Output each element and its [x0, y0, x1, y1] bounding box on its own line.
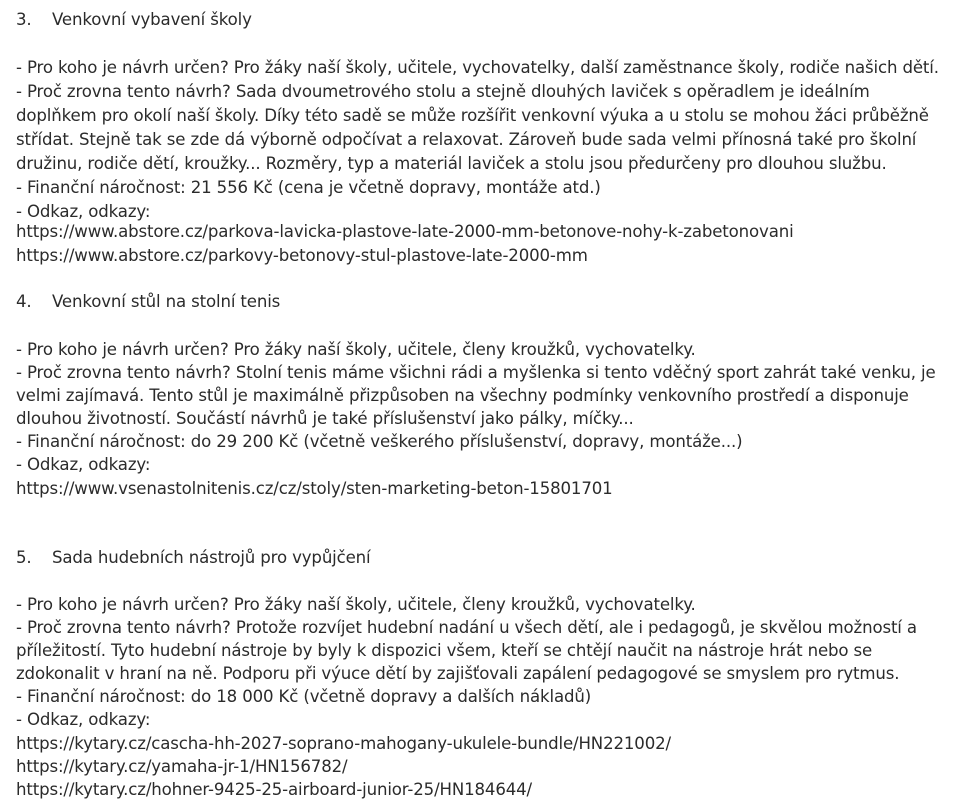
paragraph-line: - Pro koho je návrh určen? Pro žáky naší školy, učitele, členy kroužků, vychovatelky. [16, 595, 696, 614]
paragraph-line: doplňkem pro okolí naší školy. Díky této sadě se může rozšířit venkovní výuka a u stolu se mohou žáci průběžně [16, 106, 929, 125]
paragraph-line: příležitostí. Tyto hudební nástroje by byly k dispozici všem, kteří se chtějí naučit na nástroje hrát nebo se [16, 641, 873, 660]
link-line[interactable] [16, 732, 671, 756]
paragraph-line: - Odkaz, odkazy: [16, 455, 151, 474]
paragraph-line: - Finanční náročnost: do 18 000 Kč (včetně dopravy a dalších nákladů) [16, 687, 592, 706]
section-heading [16, 8, 252, 32]
link-line[interactable] [16, 220, 794, 244]
product-link[interactable]: https://kytary.cz/yamaha-jr-1/HN156782/ [16, 757, 348, 776]
link-line[interactable] [16, 778, 532, 802]
link-line[interactable] [16, 244, 588, 268]
paragraph-line: - Proč zrovna tento návrh? Sada dvoumetrového stolu a stejně dlouhých laviček s opěradlem je ideálním [16, 82, 870, 101]
section-number: 3. [16, 10, 32, 29]
link-line[interactable] [16, 755, 347, 779]
paragraph-line: - Proč zrovna tento návrh? Protože rozvíjet hudební nadání u všech dětí, ale i pedagogů, je skvělou možností a [16, 618, 917, 637]
product-link[interactable]: https://www.abstore.cz/parkova-lavicka-plastove-late-2000-mm-betonove-nohy-k-zabetonovani [16, 222, 794, 241]
paragraph-line: - Finanční náročnost: 21 556 Kč (cena je včetně dopravy, montáže atd.) [16, 178, 601, 197]
paragraph-line: - Odkaz, odkazy: [16, 202, 151, 221]
paragraph-line: velmi zajímavá. Tento stůl je maximálně přizpůsoben na všechny podmínky venkovního prostředí a disponuje [16, 386, 909, 405]
section-heading [16, 290, 280, 314]
paragraph-line: dlouhou životností. Součástí návrhů je také příslušenství jako pálky, míčky... [16, 409, 634, 428]
paragraph-line: - Pro koho je návrh určen? Pro žáky naší školy, učitele, členy kroužků, vychovatelky. [16, 340, 696, 359]
product-link[interactable]: https://www.abstore.cz/parkovy-betonovy-stul-plastove-late-2000-mm [16, 246, 588, 265]
section-heading [16, 546, 371, 570]
paragraph-line: zdokonalit v hraní na ně. Podporu při výuce dětí by zajišťovali zapálení pedagogové se smyslem pro rytmus. [16, 664, 900, 683]
section-number: 5. [16, 548, 32, 567]
paragraph-line: - Proč zrovna tento návrh? Stolní tenis máme všichni rádi a myšlenka si tento vděčný sport zahrát také venku, je [16, 363, 936, 382]
product-link[interactable]: https://kytary.cz/cascha-hh-2027-soprano-mahogany-ukulele-bundle/HN221002/ [16, 734, 671, 753]
section-title: Venkovní vybavení školy [52, 10, 252, 29]
section-title: Sada hudebních nástrojů pro vypůjčení [52, 548, 371, 567]
section-number: 4. [16, 292, 32, 311]
product-link[interactable]: https://kytary.cz/hohner-9425-25-airboard-junior-25/HN184644/ [16, 780, 532, 799]
link-line[interactable] [16, 477, 613, 501]
section-title: Venkovní stůl na stolní tenis [52, 292, 281, 311]
paragraph-line: střídat. Stejně tak se zde dá výborně odpočívat a relaxovat. Zároveň bude sada velmi přínosná také pro školní [16, 130, 917, 149]
paragraph-line: - Odkaz, odkazy: [16, 710, 151, 729]
paragraph-line: - Finanční náročnost: do 29 200 Kč (včetně veškerého příslušenství, dopravy, montáže...) [16, 432, 743, 451]
product-link[interactable]: https://www.vsenastolnitenis.cz/cz/stoly/sten-marketing-beton-15801701 [16, 479, 613, 498]
paragraph-line: družinu, rodiče dětí, kroužky... Rozměry, typ a materiál laviček a stolu jsou předurčeny pro dlouhou službu. [16, 154, 887, 173]
paragraph-line: - Pro koho je návrh určen? Pro žáky naší školy, učitele, vychovatelky, další zaměstnance školy, rodiče našich dětí. [16, 58, 939, 77]
